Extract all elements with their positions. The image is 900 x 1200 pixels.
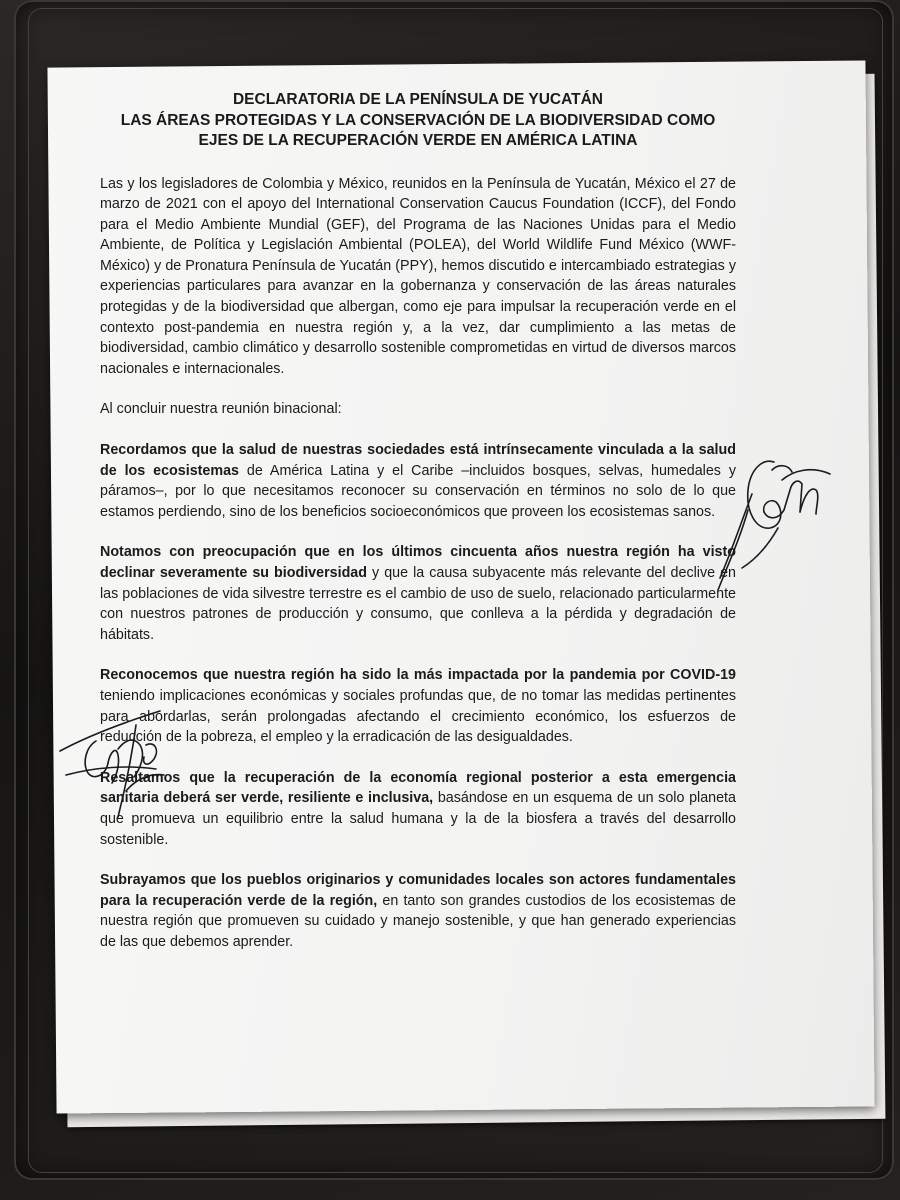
paragraph-bold: Subrayamos que los pueblos originarios y comunidades locales son actores fundamentales para la recuperación verde de la región,	[100, 872, 736, 909]
paragraph-text: en tanto son grandes custodios de los ecosistemas de nuestra región que promueven su cuidado y manejo sostenible, y que han generado experiencias de las que debemos aprender.	[100, 892, 736, 950]
paragraph-text: teniendo implicaciones económicas y sociales profundas que, de no tomar las medidas pertinentes para abordarlas, serán prolongadas afectando el crecimiento económico, los esfuerzos de reducción de la pobreza, el empleo y la erradicación de las desigualdades.	[100, 687, 736, 746]
lead-in: Al concluir nuestra reunión binacional:	[100, 401, 342, 418]
paragraph-bold: Resaltamos que la recuperación de la economía regional posterior a esta emergencia sanitaria deberá ser verde, resiliente e inclusiva,	[100, 769, 736, 807]
paragraph-bold: Recordamos que la salud de nuestras sociedades está intrínsecamente vinculada a la salud de los ecosistemas	[100, 442, 736, 479]
signature-left	[56, 685, 206, 835]
paragraph-recordamos	[100, 440, 736, 522]
paragraph-bold: Notamos con preocupación que en los últimos cincuenta años nuestra región ha visto declinar severamente su biodiversidad	[100, 544, 736, 581]
document-title	[100, 90, 736, 152]
paragraph-notamos	[100, 542, 736, 645]
paragraph-text: de América Latina y el Caribe –incluidos bosques, selvas, humedales y páramos–, por lo que necesitamos reconocer su conservación en términos no solo de lo que estamos perdiendo, sino de los beneficios socioeconómicos que proveen los ecosistemas sanos.	[100, 462, 736, 520]
intro-paragraph: Las y los legisladores de Colombia y México, reunidos en la Península de Yucatán, México el 27 de marzo de 2021 con el apoyo del International Conservation Caucus Foundation (ICCF), del Fondo para el Medio Ambiente Mundial (GEF), del Programa de las Naciones Unidas para el Medio Ambiente, de Política y Legislación Ambiental (POLEA), del World Wildlife Fund México (WWF-México) y de Pronatura Península de Yucatán (PPY), hemos discutido e intercambiado estrategias y experiencias particulares para avanzar en la gobernanza y conservación de las áreas naturales protegidas y de la biodiversidad que albergan, como eje para impulsar la recuperación verde en el contexto post-pandemia en nuestra región y, a la vez, dar cumplimiento a las metas de biodiversidad, cambio climático y desarrollo sostenible comprometidas en virtud de diversos marcos nacionales e internacionales.	[100, 175, 736, 377]
title-line: EJES DE LA RECUPERACIÓN VERDE EN AMÉRICA LATINA	[198, 132, 638, 149]
title-line: DECLARATORIA DE LA PENÍNSULA DE YUCATÁN	[232, 91, 603, 108]
title-line: LAS ÁREAS PROTEGIDAS Y LA CONSERVACIÓN DE LA BIODIVERSIDAD COMO	[120, 111, 716, 129]
paragraph-text: basándose en un esquema de un solo planeta que promueva un equilibrio entre la salud humana y la de la biosfera a través del desarrollo sostenible.	[100, 790, 736, 848]
signature-right	[712, 450, 837, 610]
paragraph-bold: Reconocemos que nuestra región ha sido la más impactada por la pandemia por COVID-19	[100, 667, 736, 684]
paragraph-text: y que la causa subyacente más relevante del declive en las poblaciones de vida silvestre terrestre es el cambio de uso de suelo, relacionado particularmente con nuestros patrones de producción y consumo, que conlleva a la pérdida y degradación de hábitats.	[100, 565, 736, 643]
paragraph-subrayamos	[100, 870, 736, 952]
